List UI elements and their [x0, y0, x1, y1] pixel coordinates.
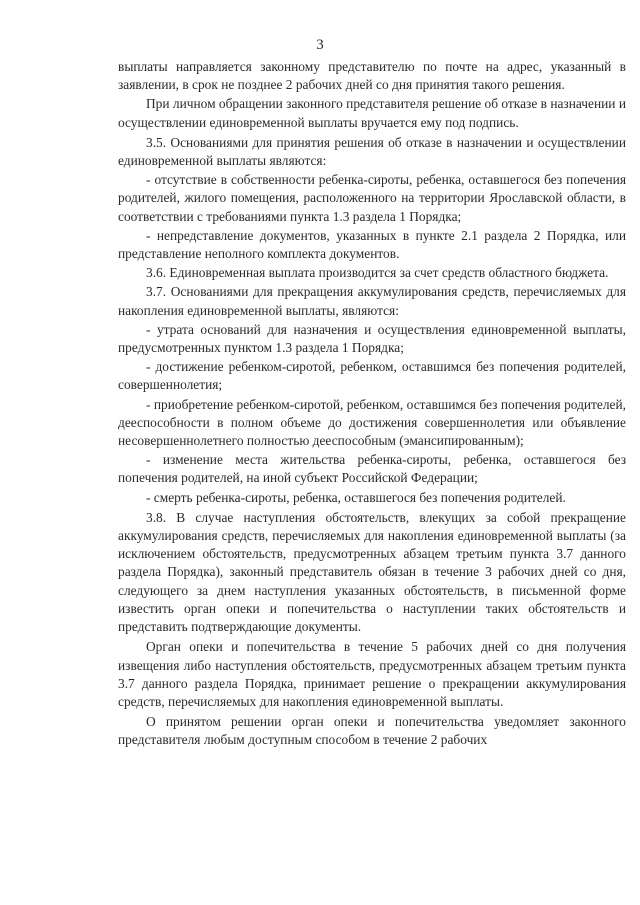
paragraph-guardianship-decision: Орган опеки и попечительства в течение 5 рабочих дней со дня получения извещения либо наступления обстоятельств, предусмотренных абзацем третьим пункта 3.7 данного раздела Порядка, принимает решение о прекращении аккумулирования средств, перечисляемых для накопления единовременной выплаты.: [118, 639, 626, 709]
clause-3-6: 3.6. Единовременная выплата производится за счет средств областного бюджета.: [146, 265, 609, 281]
clause-3-5: 3.5. Основаниями для принятия решения об отказе в назначении и осуществлении единовременной выплаты являются:: [118, 134, 626, 169]
list-item: - смерть ребенка-сироты, ребенка, оставшегося без попечения родителей.: [146, 489, 566, 505]
document-body: [118, 58, 626, 751]
page-number: 3: [316, 37, 324, 53]
list-item: - приобретение ребенком-сиротой, ребенком, оставшимся без попечения родителей, дееспособности в полном объеме до достижения совершеннолетия или объявление несовершеннолетнего полностью дееспособным (эмансипированным);: [118, 396, 626, 449]
list-item: - утрата оснований для назначения и осуществления единовременной выплаты, предусмотренных пунктом 1.3 раздела 1 Порядка;: [118, 321, 626, 356]
list-item: - достижение ребенком-сиротой, ребенком, оставшимся без попечения родителей, совершеннолетия;: [118, 359, 626, 393]
paragraph-notification: О принятом решении орган опеки и попечительства уведомляет законного представителя любым доступным способом в течение 2 рабочих: [118, 714, 626, 748]
paragraph-personal-handover: При личном обращении законного представителя решение об отказе в назначении и осуществлении единовременной выплаты вручается ему под подпись.: [118, 96, 626, 130]
list-item: - изменение места жительства ребенка-сироты, ребенка, оставшегося без попечения родителей, на иной субъект Российской Федерации;: [118, 452, 626, 486]
list-item: - отсутствие в собственности ребенка-сироты, ребенка, оставшегося без попечения родителей, жилого помещения, расположенного на территории Ярославской области, в соответствии с требованиями пункта 1.3 раздела 1 Порядка;: [118, 172, 626, 224]
clause-3-7: 3.7. Основаниями для прекращения аккумулирования средств, перечисляемых для накопления единовременной выплаты, являются:: [118, 284, 626, 318]
paragraph-delivery-by-mail: выплаты направляется законному представителю по почте на адрес, указанный в заявлении, в срок не позднее 2 рабочих дней со дня принятия такого решения.: [118, 59, 626, 93]
clause-3-8: 3.8. В случае наступления обстоятельств, влекущих за собой прекращение аккумулирования средств, перечисляемых для накопления единовременной выплаты (за исключением обстоятельств, предусмотренных абзацем третьим пункта 3.7 данного раздела Порядка), законный представитель обязан в течение 3 рабочих дней со дня, следующего за днем наступления указанных обстоятельств, в письменной форме известить орган опеки и попечительства о наступлении таких обстоятельств и представить подтверждающие документы.: [118, 509, 626, 635]
list-item: - непредставление документов, указанных в пункте 2.1 раздела 2 Порядка, или представление неполного комплекта документов.: [118, 227, 626, 262]
